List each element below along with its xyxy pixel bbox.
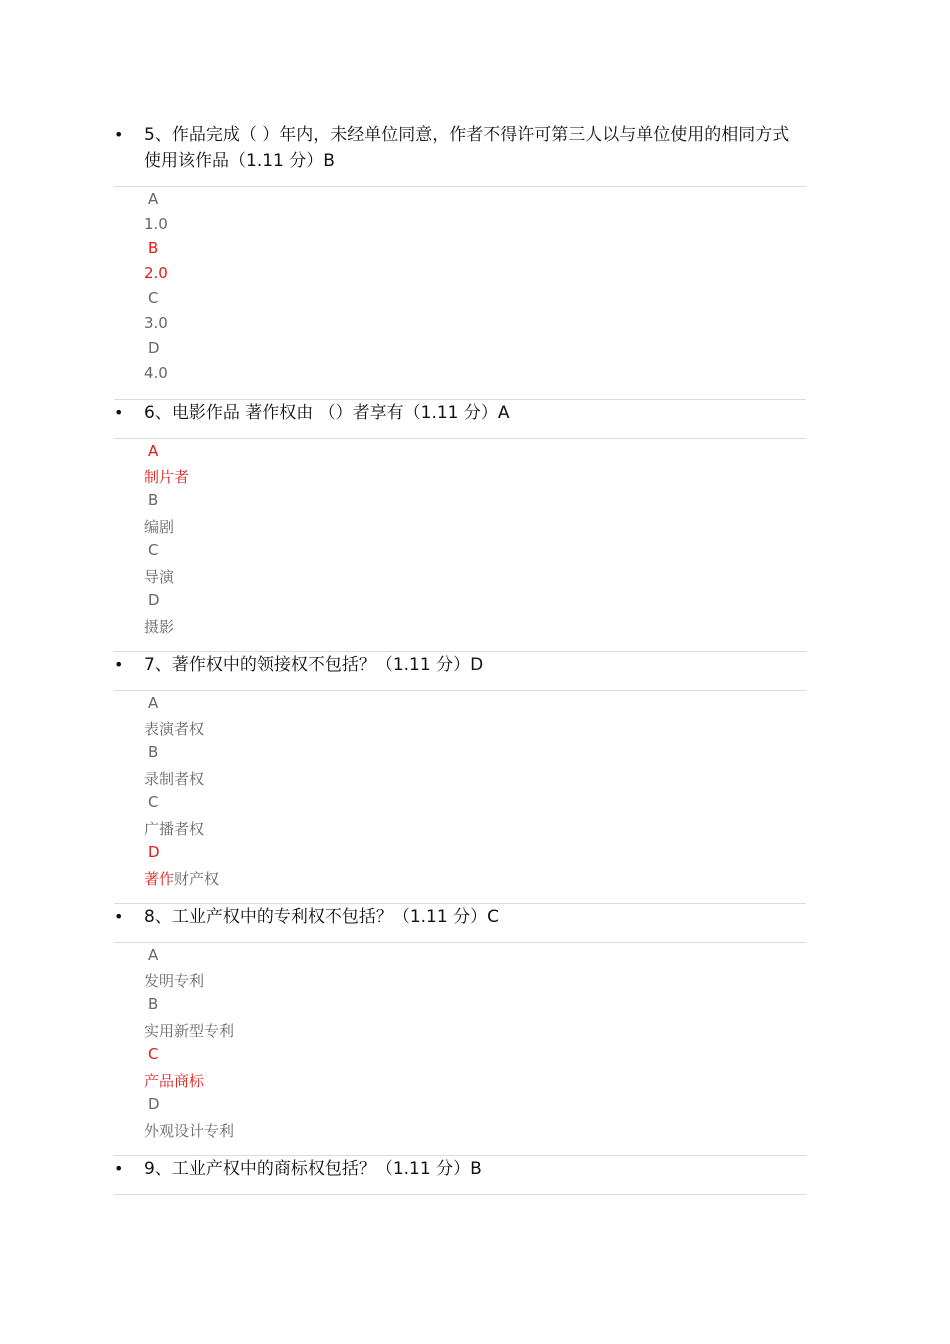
divider xyxy=(114,1194,806,1195)
option-text-a-correct: 制片者 xyxy=(144,468,190,486)
option-text-b-correct: 2.0 xyxy=(144,264,168,282)
option-text-d: 摄影 xyxy=(144,618,175,636)
bullet: • xyxy=(114,655,124,674)
question-8 xyxy=(114,904,806,930)
bullet: • xyxy=(114,1159,124,1178)
divider xyxy=(114,186,806,187)
bullet: • xyxy=(114,125,124,144)
question-7 xyxy=(114,652,806,678)
option-letter-d-correct: D xyxy=(148,843,160,861)
option-letter-b: B xyxy=(148,995,159,1013)
option-text-a: 发明专利 xyxy=(144,972,205,990)
divider xyxy=(114,690,806,691)
divider xyxy=(114,942,806,943)
question-6 xyxy=(114,400,806,426)
question-text: 5、作品完成（ ）年内，未经单位同意，作者不得许可第三人以与单位使用的相同方式使用该作品（1.11 分）B xyxy=(144,125,790,171)
question-text: 7、著作权中的领接权不包括？（1.11 分）D xyxy=(144,655,484,675)
option-text-b: 实用新型专利 xyxy=(144,1022,235,1040)
option-letter-b: B xyxy=(148,491,159,509)
option-text-d xyxy=(144,868,219,890)
option-letter-a-correct: A xyxy=(148,442,159,460)
option-text-d: 4.0 xyxy=(144,364,168,382)
question-text: 9、工业产权中的商标权包括？（1.11 分）B xyxy=(144,1159,482,1179)
question-text: 6、电影作品 著作权由 （）者享有（1.11 分）A xyxy=(144,403,510,423)
option-text-c-correct: 产品商标 xyxy=(144,1072,205,1090)
option-letter-d: D xyxy=(148,339,160,357)
bullet: • xyxy=(114,907,124,926)
option-text-b: 录制者权 xyxy=(144,770,205,788)
option-text-a: 1.0 xyxy=(144,215,168,233)
option-letter-a: A xyxy=(148,946,159,964)
option-text-b: 编剧 xyxy=(144,518,175,536)
option-letter-a: A xyxy=(148,190,159,208)
option-letter-d: D xyxy=(148,591,160,609)
option-letter-c: C xyxy=(148,541,159,559)
option-text-d-red-part: 著作 xyxy=(144,870,175,888)
option-text-a: 表演者权 xyxy=(144,720,205,738)
question-5 xyxy=(114,122,806,174)
option-letter-d: D xyxy=(148,1095,160,1113)
divider xyxy=(114,438,806,439)
bullet: • xyxy=(114,403,124,422)
option-letter-b-correct: B xyxy=(148,239,159,257)
option-text-c: 广播者权 xyxy=(144,820,205,838)
option-text-c: 导演 xyxy=(144,568,175,586)
option-letter-b: B xyxy=(148,743,159,761)
question-9 xyxy=(114,1156,806,1182)
option-letter-c: C xyxy=(148,793,159,811)
option-letter-a: A xyxy=(148,694,159,712)
question-text: 8、工业产权中的专利权不包括？（1.11 分）C xyxy=(144,907,499,927)
option-text-d-rest: 财产权 xyxy=(174,870,220,888)
option-text-d: 外观设计专利 xyxy=(144,1122,235,1140)
option-letter-c-correct: C xyxy=(148,1045,159,1063)
option-letter-c: C xyxy=(148,289,159,307)
option-text-c: 3.0 xyxy=(144,314,168,332)
